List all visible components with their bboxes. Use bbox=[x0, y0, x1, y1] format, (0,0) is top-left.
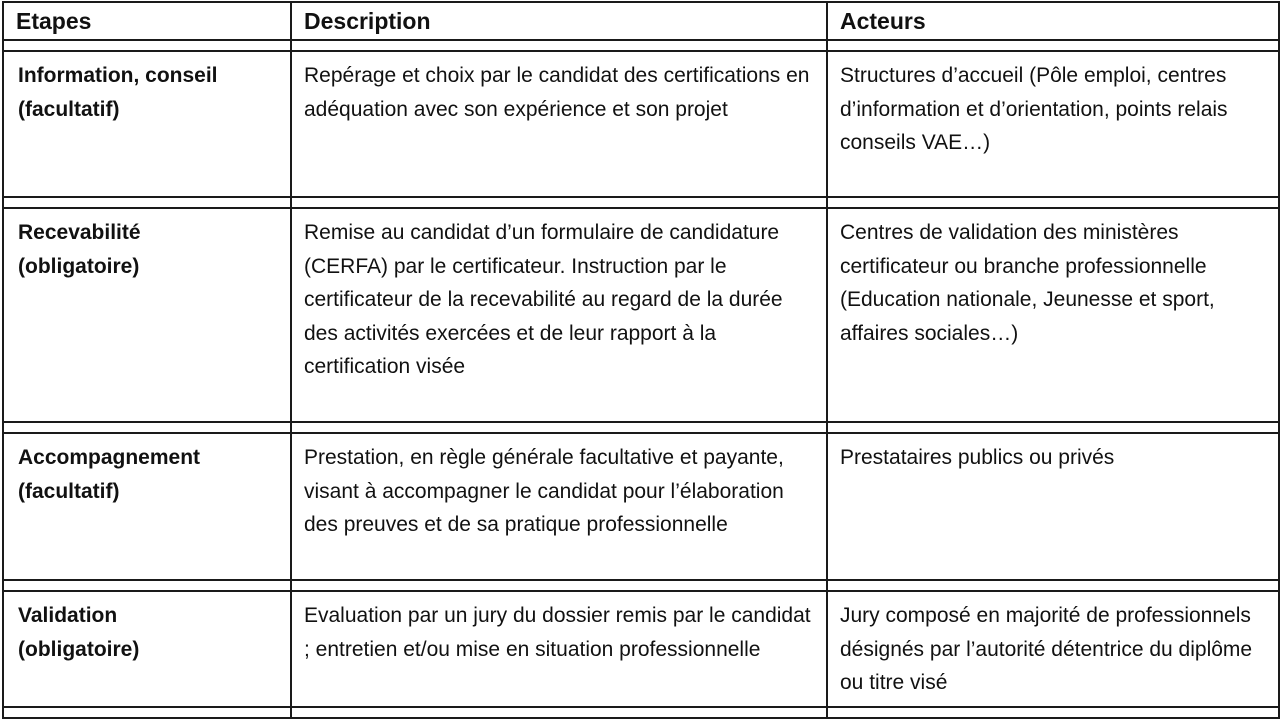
description-cell: Evaluation par un jury du dossier remis par le candidat ; entretien et/ou mise en situation professionnelle bbox=[291, 591, 827, 707]
actors-cell: Structures d’accueil (Pôle emploi, centres d’information et d’orientation, points relais conseils VAE…) bbox=[827, 51, 1279, 197]
table-row bbox=[3, 51, 1279, 197]
header-description: Description bbox=[291, 2, 827, 40]
spacer-row bbox=[3, 580, 1279, 591]
header-acteurs: Acteurs bbox=[827, 2, 1279, 40]
actors-cell: Jury composé en majorité de professionnels désignés par l’autorité détentrice du diplôme ou titre visé bbox=[827, 591, 1279, 707]
actors-cell: Prestataires publics ou privés bbox=[827, 433, 1279, 580]
step-cell bbox=[3, 208, 291, 422]
spacer-row bbox=[3, 707, 1279, 718]
step-status: (facultatif) bbox=[18, 479, 120, 503]
table-row bbox=[3, 591, 1279, 707]
step-name: Information, conseil bbox=[18, 64, 218, 87]
step-name: Accompagnement bbox=[18, 446, 201, 469]
spacer-row bbox=[3, 40, 1279, 51]
table-row bbox=[3, 433, 1279, 580]
step-status: (facultatif) bbox=[18, 97, 120, 121]
vae-steps-table bbox=[2, 1, 1280, 719]
step-cell bbox=[3, 591, 291, 707]
table-row bbox=[3, 208, 1279, 422]
actors-cell: Centres de validation des ministères certificateur ou branche professionnelle (Education nationale, Jeunesse et sport, affaires sociales…) bbox=[827, 208, 1279, 422]
table-header-row bbox=[3, 2, 1279, 40]
spacer-row bbox=[3, 197, 1279, 208]
step-status: (obligatoire) bbox=[18, 254, 140, 278]
step-name: Recevabilité bbox=[18, 221, 141, 244]
description-cell: Repérage et choix par le candidat des certifications en adéquation avec son expérience et son projet bbox=[291, 51, 827, 197]
header-etapes: Etapes bbox=[3, 2, 291, 40]
step-cell bbox=[3, 433, 291, 580]
description-cell: Prestation, en règle générale facultative et payante, visant à accompagner le candidat pour l’élaboration des preuves et de sa pratique professionnelle bbox=[291, 433, 827, 580]
description-cell: Remise au candidat d’un formulaire de candidature (CERFA) par le certificateur. Instruction par le certificateur de la recevabilité au regard de la durée des activités exercées et de leur rapport à la certification visée bbox=[291, 208, 827, 422]
spacer-row bbox=[3, 422, 1279, 433]
step-cell bbox=[3, 51, 291, 197]
step-name: Validation bbox=[18, 604, 118, 627]
step-status: (obligatoire) bbox=[18, 637, 140, 661]
